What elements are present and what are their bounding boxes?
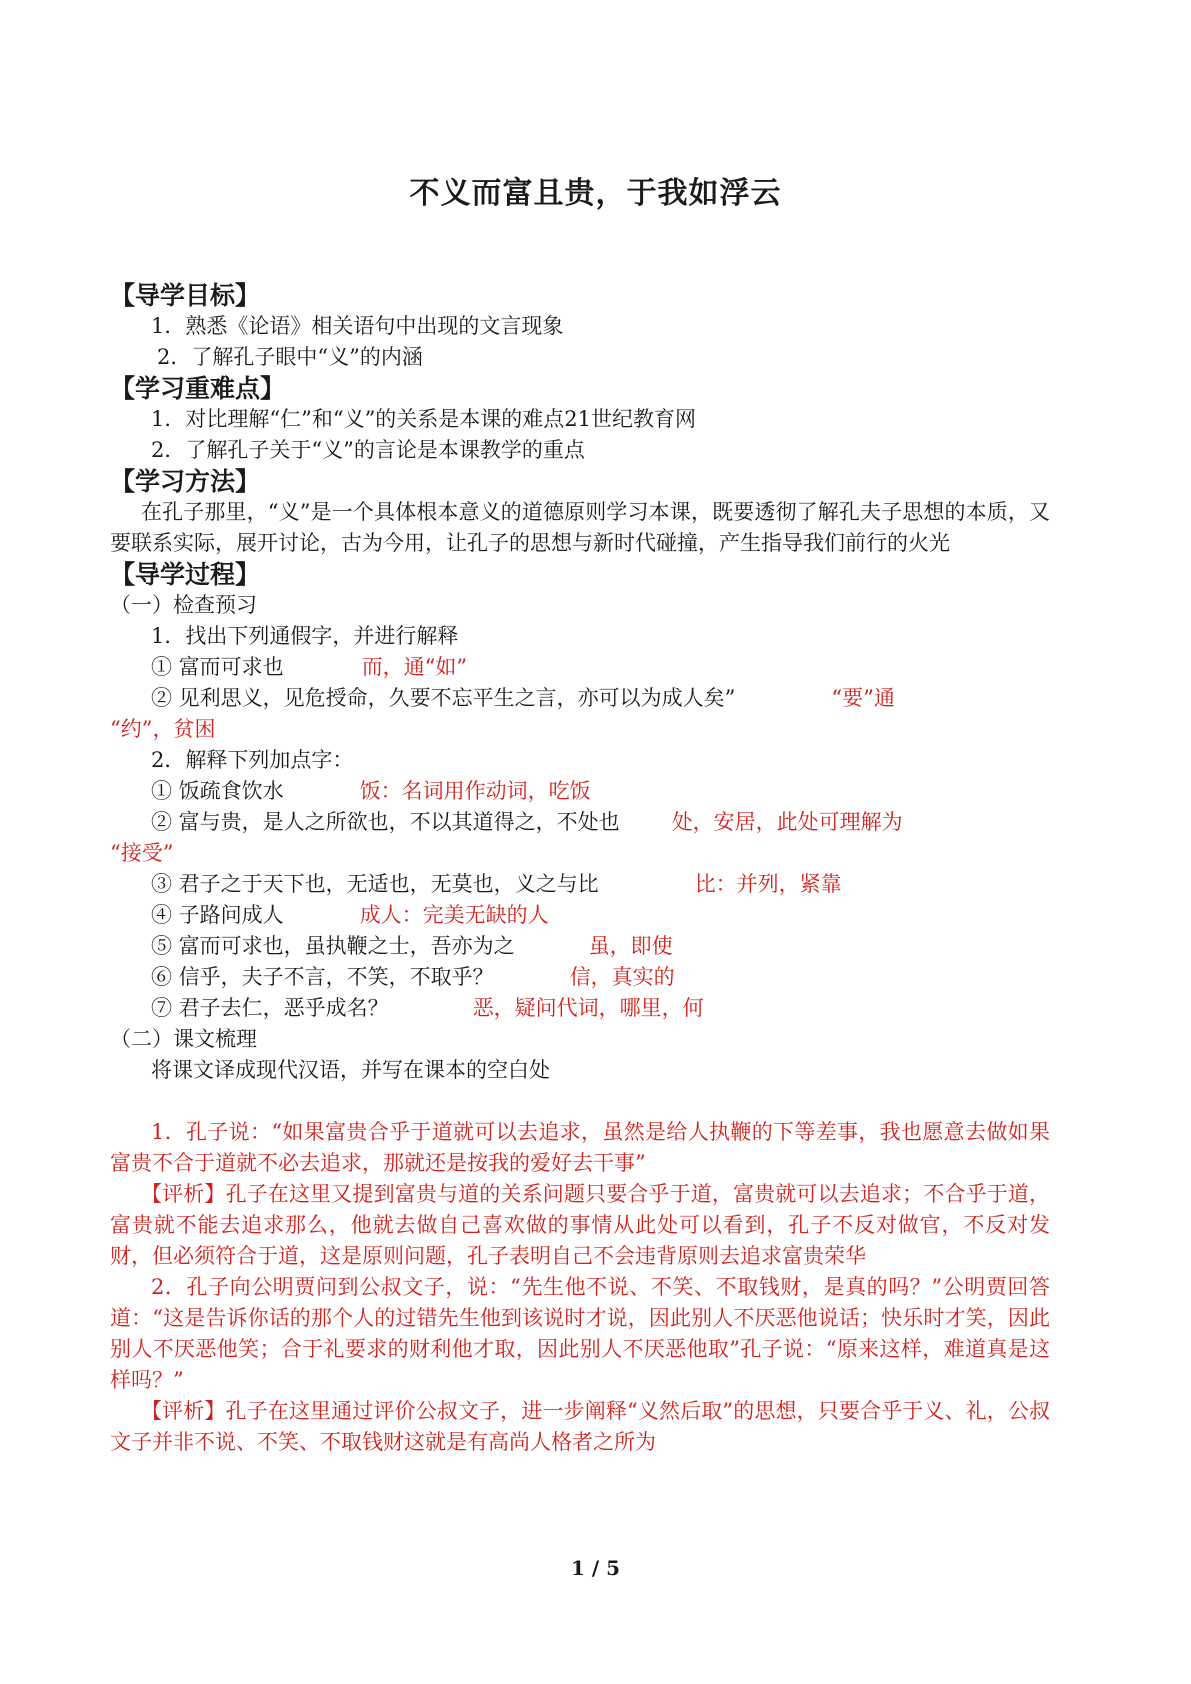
key-point-item: 1．对比理解“仁”和“义”的关系是本课的难点21世纪教育网	[151, 407, 697, 431]
key-point-item: 2．了解孔子关于“义”的言论是本课教学的重点	[151, 438, 585, 462]
question-row	[110, 869, 1050, 900]
answer-text: 比：并列，紧靠	[694, 872, 842, 896]
subsection-preview: （一）检查预习	[110, 593, 257, 617]
question-text: ⑦ 君子去仁，恶乎成名？	[151, 996, 389, 1020]
answer-text: 成人：完美无缺的人	[359, 903, 549, 927]
review-instruction: 将课文译成现代汉语，并写在课本的空白处	[151, 1058, 550, 1082]
question-text: ④ 子路问成人	[151, 903, 284, 927]
question-row	[110, 776, 1050, 807]
answer-text: 虽，即使	[588, 934, 673, 958]
page-title: 不义而富且贵，于我如浮云	[409, 176, 782, 211]
spacer	[110, 1086, 1050, 1117]
answer-text: 饭：名词用作动词，吃饭	[359, 779, 591, 803]
method-paragraph: 在孔子那里，“义”是一个具体根本意义的道德原则学习本课，既要透彻了解孔夫子思想的本质，又要联系实际，展开讨论，古为今用，让孔子的思想与新时代碰撞，产生指导我们前行的火光	[110, 500, 1050, 555]
section-heading-goals: 【导学目标】	[110, 281, 261, 310]
translation-paragraph: 1．孔子说：“如果富贵合乎于道就可以去追求，虽然是给人执鞭的下等差事，我也愿意去做如果富贵不合于道就不必去追求，那就还是按我的爱好去干事”	[110, 1120, 1050, 1175]
question-row	[110, 962, 1050, 993]
question-row	[110, 931, 1050, 962]
answer-continuation: “约”，贫困	[110, 717, 216, 741]
translation-paragraph: 2．孔子向公明贾问到公叔文子，说：“先生他不说、不笑、不取钱财，是真的吗？”公明贾回答道：“这是告诉你话的那个人的过错先生他到该说时才说，因此别人不厌恶他说话；快乐时才笑，因此别人不厌恶他笑；合于礼要求的财利他才取，因此别人不厌恶他取”孔子说：“原来这样，难道真是这样吗？”	[110, 1275, 1050, 1392]
analysis-paragraph: 【评析】孔子在这里通过评价公叔文子，进一步阐释“义然后取”的思想，只要合乎于义、礼，公叔文子并非不说、不笑、不取钱财这就是有高尚人格者之所为	[110, 1399, 1050, 1454]
question-text: ① 饭疏食饮水	[151, 779, 284, 803]
document-body	[110, 280, 1050, 1458]
question-text: ⑤ 富而可求也，虽执鞭之士，吾亦为之	[151, 934, 515, 958]
goal-item: 1．熟悉《论语》相关语句中出现的文言现象	[151, 314, 564, 338]
question-text: ③ 君子之于天下也，无适也，无莫也，义之与比	[151, 872, 599, 896]
question-row	[110, 807, 1050, 838]
question-text: ② 富与贵，是人之所欲也，不以其道得之，不处也	[151, 810, 620, 834]
subsection-text-review: （二）课文梳理	[110, 1027, 257, 1051]
question-label: 2．解释下列加点字：	[151, 748, 354, 772]
section-heading-method: 【学习方法】	[110, 467, 261, 496]
page-number: 1 / 5	[570, 1556, 621, 1580]
question-text: ⑥ 信乎，夫子不言，不笑，不取乎？	[151, 965, 494, 989]
answer-text: 处，安居，此处可理解为	[671, 810, 903, 834]
answer-text: “要”通	[831, 686, 895, 710]
answer-text: 恶，疑问代词，哪里，何	[472, 996, 704, 1020]
answer-text: 而，通“如”	[361, 655, 468, 679]
answer-text: 信，真实的	[569, 965, 675, 989]
question-row	[110, 900, 1050, 931]
question-row	[110, 993, 1050, 1024]
question-row	[110, 683, 1050, 714]
section-heading-key-points: 【学习重难点】	[110, 374, 286, 403]
question-row	[110, 652, 1050, 683]
section-heading-process: 【导学过程】	[110, 560, 261, 589]
question-text: ① 富而可求也	[151, 655, 284, 679]
answer-continuation: “接受”	[110, 841, 174, 865]
question-label: 1．找出下列通假字，并进行解释	[151, 624, 459, 648]
question-text: ② 见利思义，见危授命，久要不忘平生之言，亦可以为成人矣”	[151, 686, 736, 710]
analysis-paragraph: 【评析】孔子在这里又提到富贵与道的关系问题只要合乎于道，富贵就可以去追求；不合乎于道，富贵就不能去追求那么，他就去做自己喜欢做的事情从此处可以看到，孔子不反对做官，不反对发财，但必须符合于道，这是原则问题，孔子表明自己不会违背原则去追求富贵荣华	[110, 1182, 1050, 1268]
goal-item: 2．了解孔子眼中“义”的内涵	[157, 345, 423, 369]
